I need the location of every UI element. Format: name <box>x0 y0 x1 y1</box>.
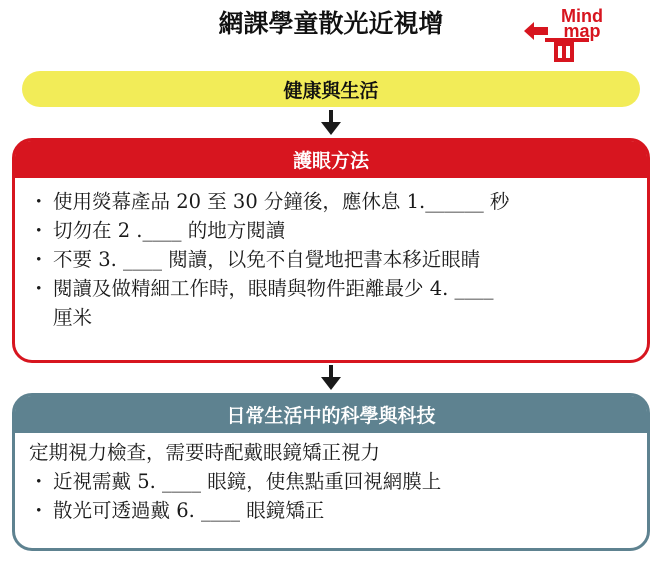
bullet: ・ <box>29 219 49 242</box>
bullet: ・ <box>29 248 49 271</box>
mindmap-logo-text-mind: Mind <box>561 6 603 26</box>
list-item-text: 散光可透過戴 6. ____ 眼鏡矯正 <box>53 499 325 522</box>
eye-care-list <box>15 178 647 332</box>
eye-care-heading: 護眼方法 <box>15 141 647 178</box>
list-item-text: 切勿在 2 .____ 的地方閱讀 <box>53 219 286 242</box>
science-list <box>15 433 647 525</box>
topic-label: 健康與生活 <box>283 79 379 102</box>
list-item-text: 不要 3. ____ 閱讀，以免不自覺地把書本移近眼睛 <box>53 248 481 271</box>
arrow-down-icon <box>318 365 344 391</box>
bullet: ・ <box>29 277 49 300</box>
list-item <box>29 496 647 525</box>
bullet: ・ <box>29 190 49 213</box>
topic-banner <box>22 71 640 107</box>
list-item-text: 近視需戴 5. ____ 眼鏡，使焦點重回視網膜上 <box>53 470 442 493</box>
list-item-continuation: 厘米 <box>53 306 93 329</box>
list-item <box>29 245 647 274</box>
science-heading: 日常生活中的科學與科技 <box>15 396 647 433</box>
science-intro: 定期視力檢查，需要時配戴眼鏡矯正視力 <box>29 441 381 464</box>
eye-care-panel <box>12 138 650 363</box>
list-item <box>29 187 647 216</box>
list-item-text: 閱讀及做精細工作時，眼睛與物件距離最少 4. ____ <box>53 277 494 300</box>
mindmap-logo <box>522 4 618 66</box>
arrow-down-icon <box>318 110 344 136</box>
page-title: 網課學童散光近視增 <box>218 9 444 38</box>
list-item <box>29 274 647 303</box>
list-item <box>29 216 647 245</box>
bullet: ・ <box>29 470 49 493</box>
list-item <box>29 467 647 496</box>
mindmap-logo-text-map: map <box>563 21 601 41</box>
bullet: ・ <box>29 499 49 522</box>
list-item-text: 使用熒幕產品 20 至 30 分鐘後，應休息 1.______ 秒 <box>53 190 510 213</box>
science-panel <box>12 393 650 551</box>
